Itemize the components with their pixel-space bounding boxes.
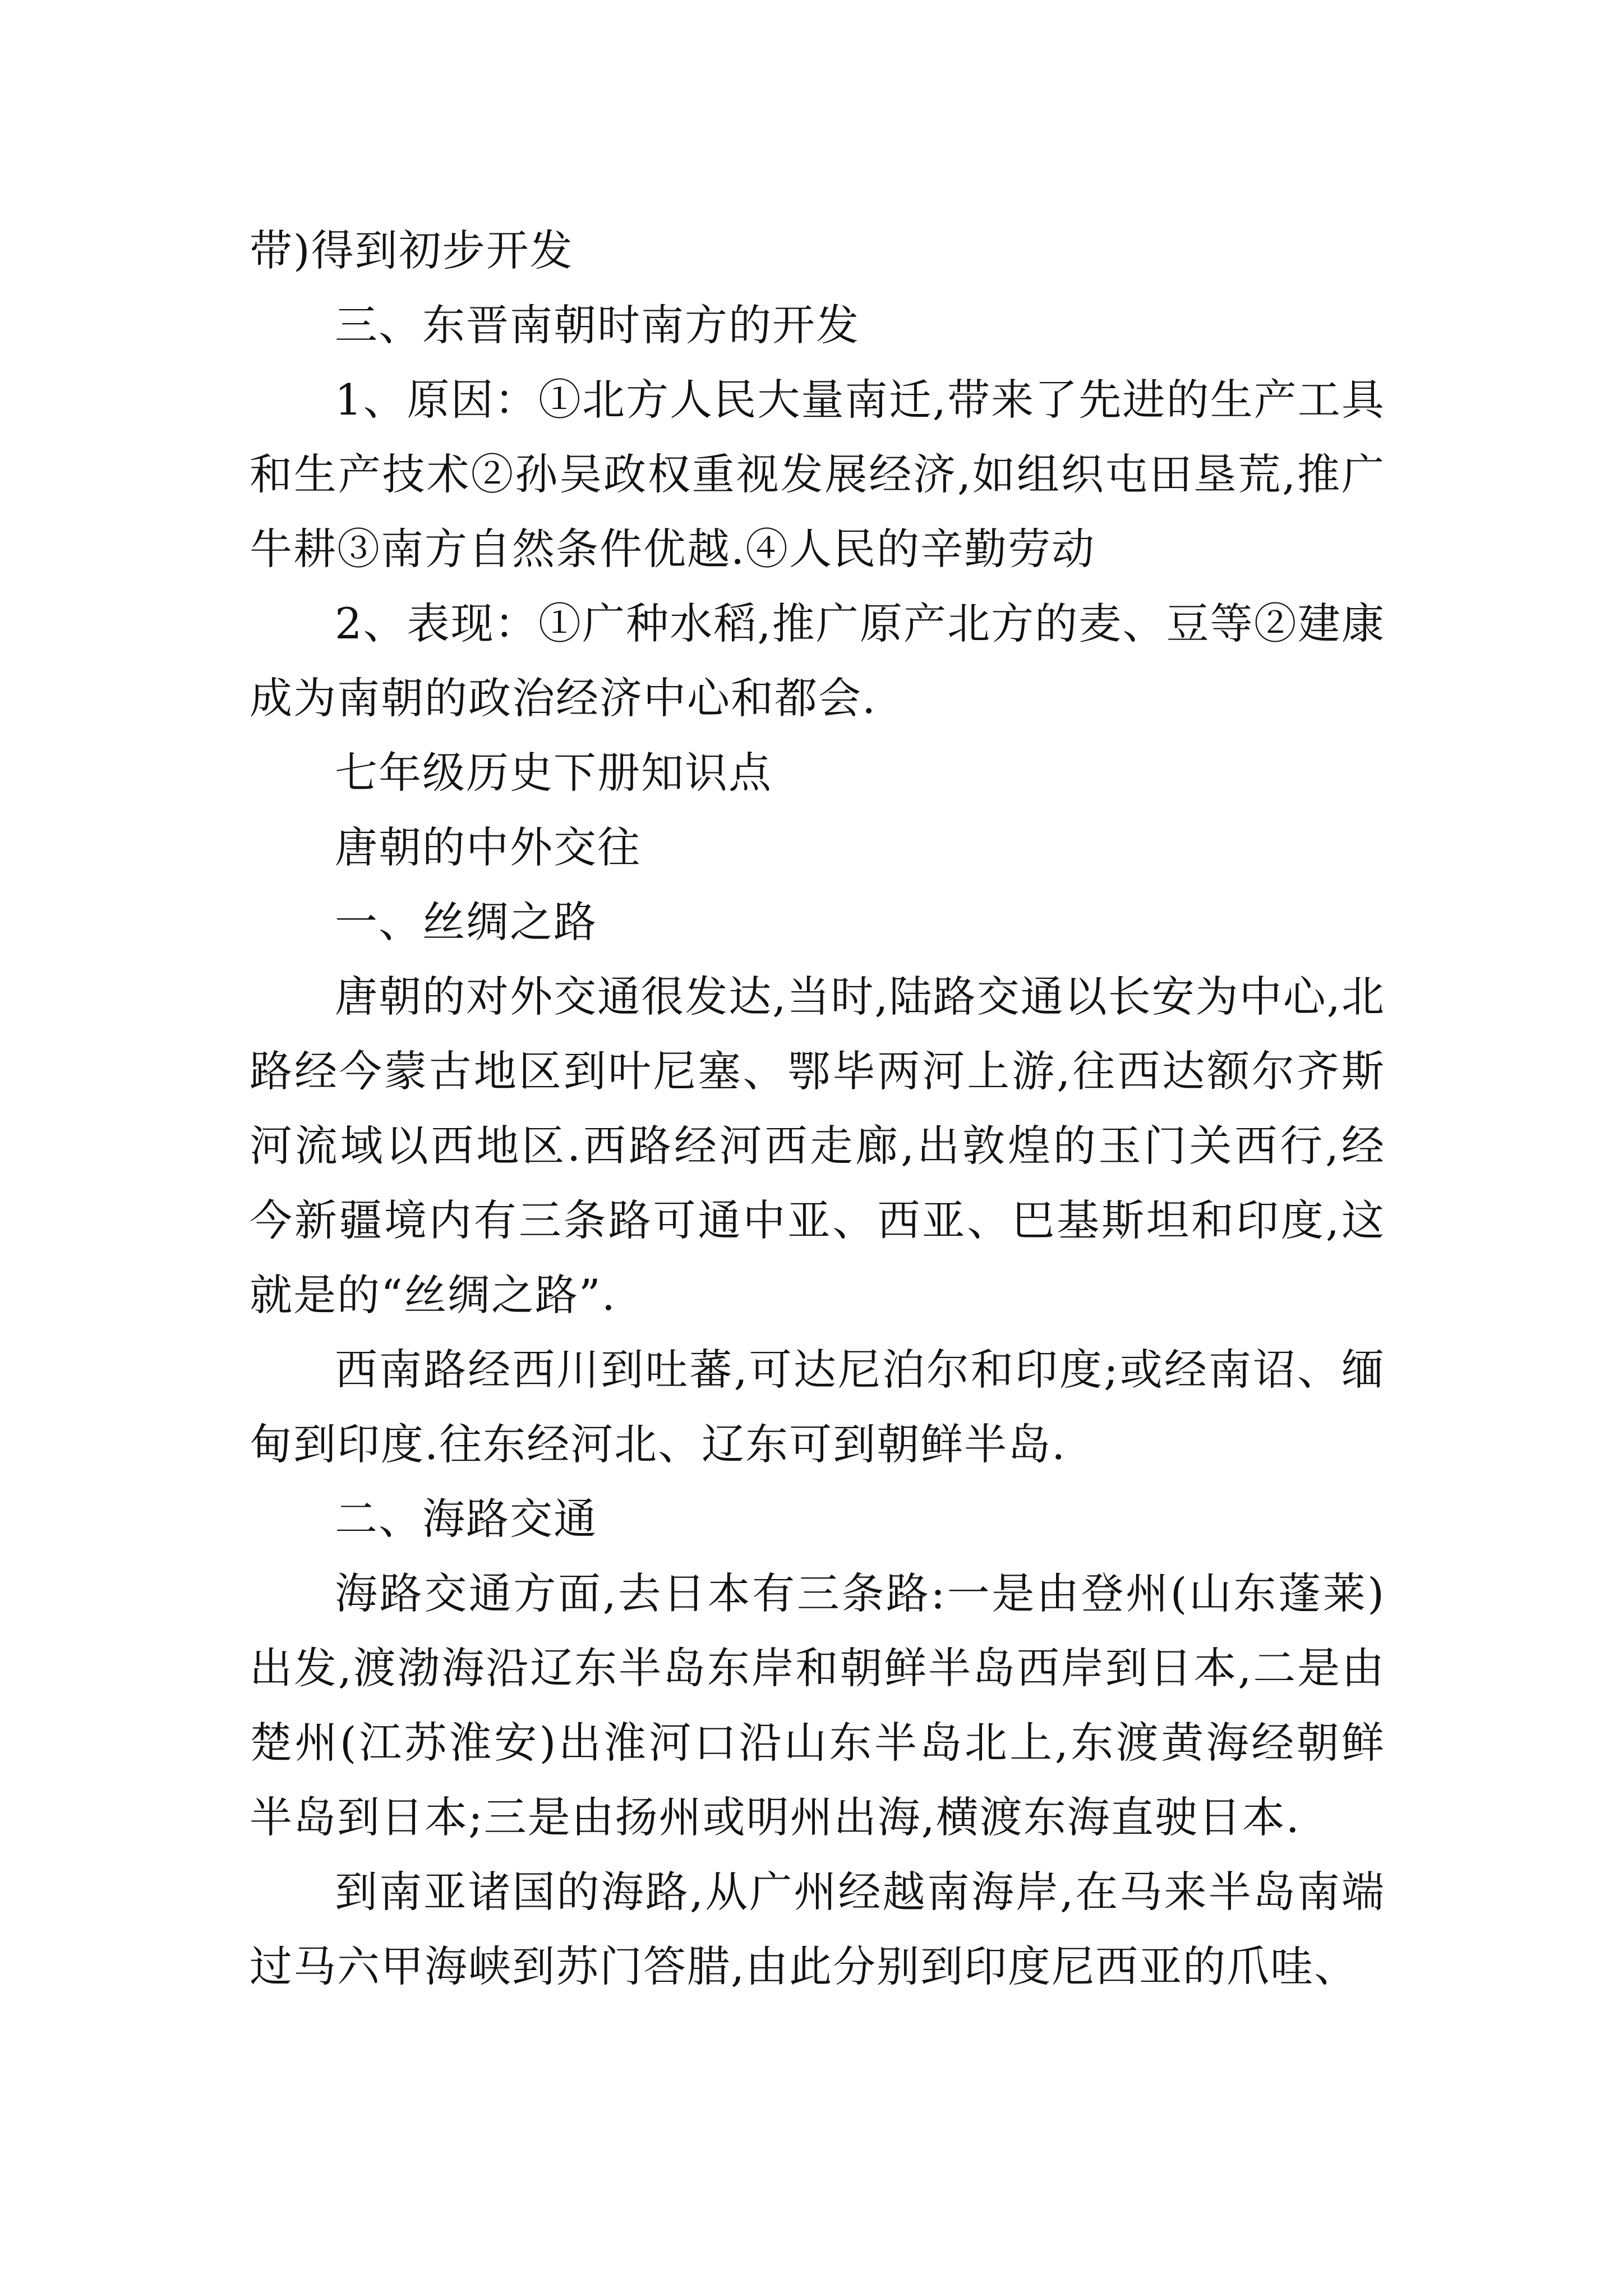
- paragraph-manifestations: 2、表现：①广种水稻,推广原产北方的麦、豆等②建康成为南朝的政治经济中心和都会.: [250, 599, 1385, 723]
- section-heading-southern-development: 三、东晋南朝时南方的开发: [335, 300, 860, 350]
- paragraph-continuation: 带)得到初步开发: [250, 226, 574, 275]
- paragraph-land-routes: 唐朝的对外交通很发达,当时,陆路交通以长安为中心,北路经今蒙古地区到叶尼塞、鄂毕两河上游,往西达额尔齐斯河流域以西地区.西路经河西走廊,出敦煌的玉门关西行,经今新疆境内有三条路可通中亚、西亚、巴基斯坦和印度,这就是的“丝绸之路”.: [250, 972, 1385, 1320]
- document-body: [250, 213, 1385, 2004]
- lesson-title: 唐朝的中外交往: [335, 822, 641, 872]
- paragraph-southwest-route: 西南路经西川到吐蕃,可达尼泊尔和印度;或经南诏、缅甸到印度.往东经河北、辽东可到朝鲜半岛.: [250, 1345, 1385, 1469]
- section-heading-sea-routes: 二、海路交通: [335, 1494, 597, 1544]
- section-heading-silk-road: 一、丝绸之路: [335, 897, 597, 947]
- paragraph-routes-to-japan: 海路交通方面,去日本有三条路:一是由登州(山东蓬莱)出发,渡渤海沿辽东半岛东岸和朝鲜半岛西岸到日本,二是由楚州(江苏淮安)出淮河口沿山东半岛北上,东渡黄海经朝鲜半岛到日本;三是由扬州或明州出海,横渡东海直驶日本.: [250, 1568, 1385, 1842]
- paragraph-routes-to-south-asia: 到南亚诸国的海路,从广州经越南海岸,在马来半岛南端过马六甲海峡到苏门答腊,由此分别到印度尼西亚的爪哇、: [250, 1867, 1385, 1991]
- paragraph-causes: 1、原因：①北方人民大量南迁,带来了先进的生产工具和生产技术②孙吴政权重视发展经济,如组织屯田垦荒,推广牛耕③南方自然条件优越.④人民的辛勤劳动: [250, 375, 1385, 574]
- document-subtitle: 七年级历史下册知识点: [335, 748, 772, 798]
